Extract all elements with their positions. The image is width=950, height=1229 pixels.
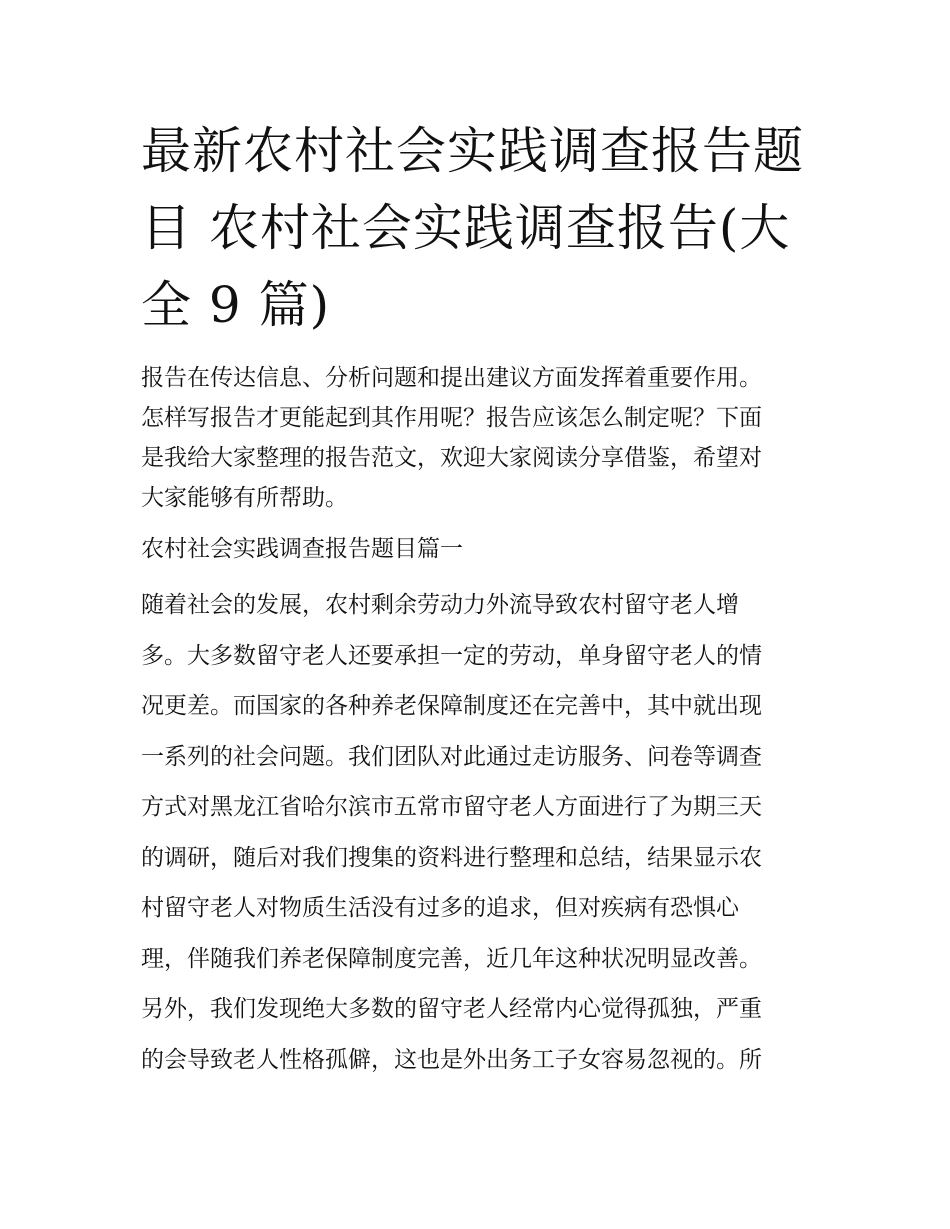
- title-line: 最新农村社会实践调查报告题: [141, 122, 804, 180]
- title-line: 目 农村社会实践调查报告(大: [141, 199, 791, 257]
- body-line: 况更差。而国家的各种养老保障制度还在完善中，其中就出现: [141, 693, 762, 719]
- body-line: 方式对黑龙江省哈尔滨市五常市留守老人方面进行了为期三天: [141, 794, 762, 820]
- body-line: 一系列的社会问题。我们团队对此通过走访服务、问卷等调查: [141, 743, 762, 770]
- intro-paragraph: [141, 358, 813, 518]
- body-paragraph: [141, 580, 813, 1085]
- title-line: 全 9 篇): [141, 276, 331, 334]
- body-line: 村留守老人对物质生活没有过多的追求，但对疾病有恐惧心: [141, 895, 739, 921]
- body-line: 的调研，随后对我们搜集的资料进行整理和总结，结果显示农: [141, 844, 762, 871]
- body-line: 理，伴随我们养老保障制度完善，近几年这种状况明显改善。: [141, 945, 762, 972]
- section-heading: 农村社会实践调查报告题目篇一: [141, 536, 463, 562]
- intro-line: 怎样写报告才更能起到其作用呢？报告应该怎么制定呢？下面: [141, 405, 762, 431]
- intro-line: 大家能够有所帮助。: [141, 485, 348, 511]
- document-body: [141, 358, 813, 1085]
- body-line: 另外，我们发现绝大多数的留守老人经常内心觉得孤独，严重: [141, 996, 762, 1022]
- document-title: [141, 113, 813, 344]
- intro-line: 是我给大家整理的报告范文，欢迎大家阅读分享借鉴，希望对: [141, 445, 762, 471]
- intro-line: 报告在传达信息、分析问题和提出建议方面发挥着重要作用。: [141, 365, 762, 391]
- body-line: 多。大多数留守老人还要承担一定的劳动，单身留守老人的情: [141, 642, 762, 669]
- body-line: 随着社会的发展，农村剩余劳动力外流导致农村留守老人增: [141, 592, 739, 618]
- body-line: 的会导致老人性格孤僻，这也是外出务工子女容易忽视的。所: [141, 1046, 762, 1073]
